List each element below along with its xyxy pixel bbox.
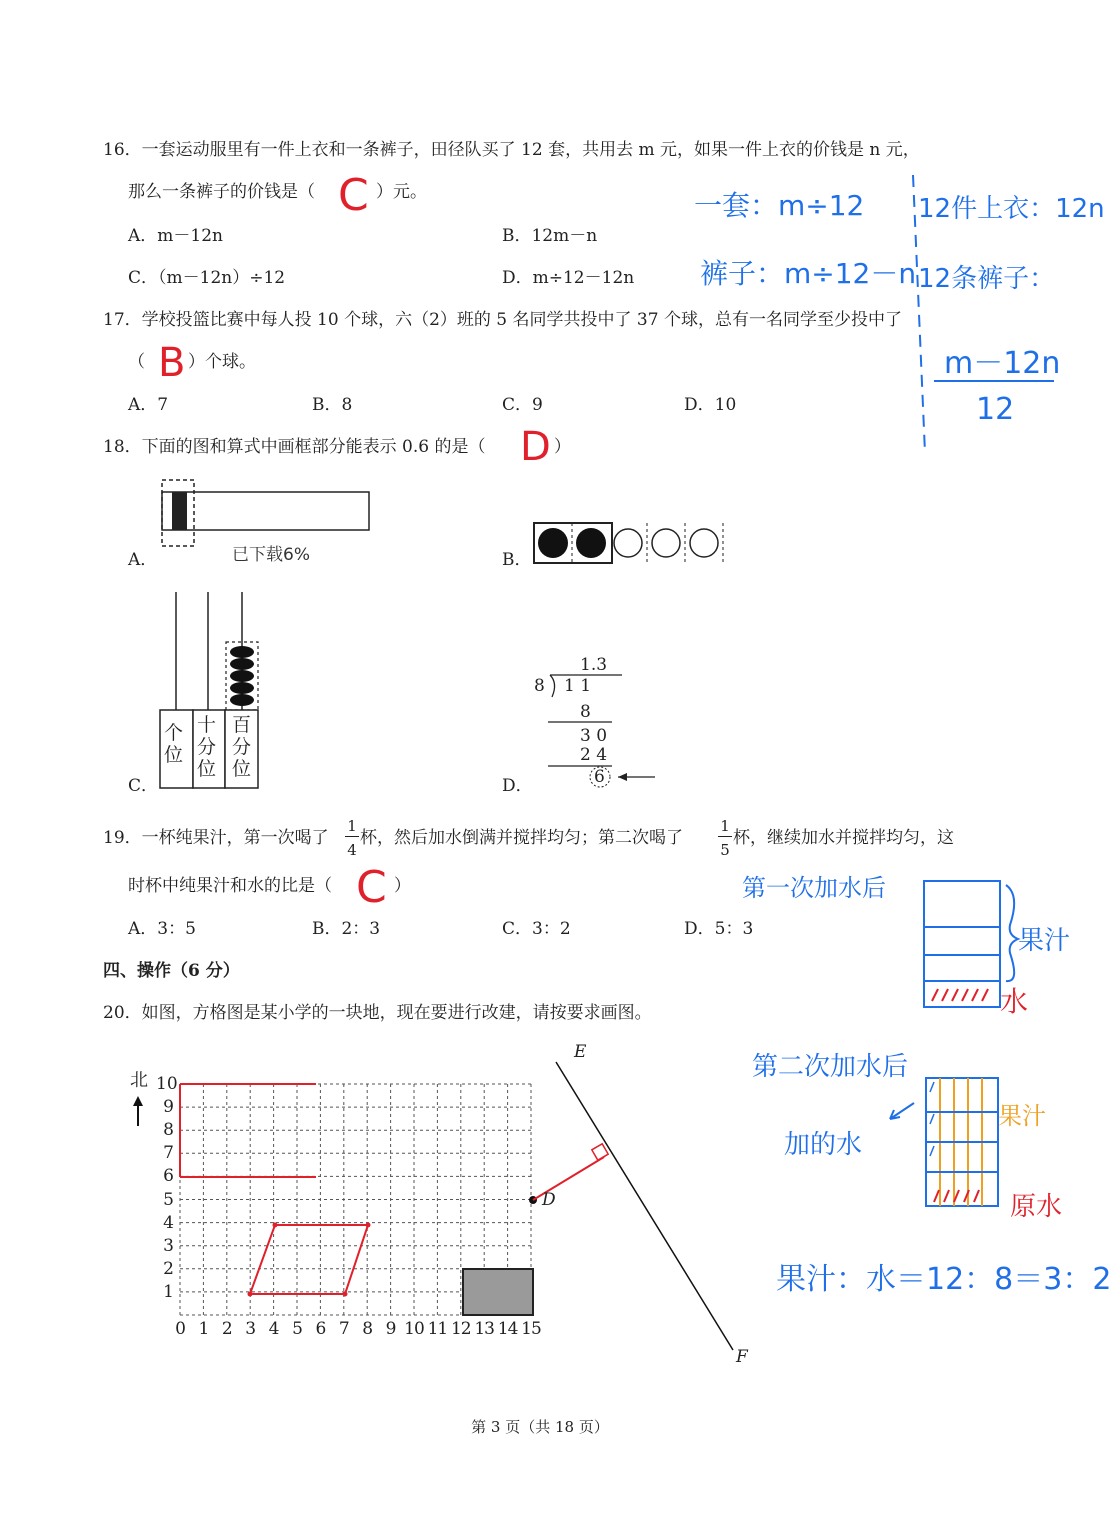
line-f-label: F xyxy=(736,1347,748,1367)
q19-option-a: A．3：5 xyxy=(128,919,196,939)
section-heading: 四、操作（6 分） xyxy=(103,961,240,981)
note-divider-dashed xyxy=(905,175,935,455)
q19-frac1-bar xyxy=(345,836,359,837)
note-12-pants: 12条裤子： xyxy=(918,264,1056,294)
line-e-label: E xyxy=(574,1042,587,1062)
y-tick-label: 1 xyxy=(163,1281,174,1302)
note-one-set: 一套：m÷12 xyxy=(694,189,865,222)
y-tick-label: 9 xyxy=(163,1097,174,1118)
note-second-water: 第二次加水后 xyxy=(752,1052,909,1082)
q18-answer: D xyxy=(520,424,551,470)
x-tick-label: 15 xyxy=(521,1319,541,1339)
note-ratio: 果汁：水＝12：8＝3：2 xyxy=(776,1262,1111,1297)
q18-line1-pre: 18．下面的图和算式中画框部分能表示 0.6 的是（ xyxy=(103,437,486,457)
note-pants-formula: 裤子：m÷12－n xyxy=(700,257,917,290)
division-dividend: 1 1 xyxy=(564,676,592,696)
x-tick-label: 3 xyxy=(245,1319,256,1339)
q18-option-a-label: A． xyxy=(128,550,158,570)
note-first-water: 第一次加水后 xyxy=(742,874,886,902)
division-step3: 2 4 xyxy=(580,745,608,765)
q18-option-b-circles xyxy=(532,520,732,570)
y-tick-label: 5 xyxy=(163,1189,174,1210)
note-orig-water: 原水 xyxy=(1010,1192,1063,1222)
x-tick-label: 2 xyxy=(221,1319,232,1339)
q18-line1-post: ） xyxy=(554,437,571,457)
x-tick-label: 12 xyxy=(450,1319,471,1339)
q17-option-d: D．10 xyxy=(684,395,737,415)
q18-option-d-label: D． xyxy=(502,776,533,796)
note-fraction-bar xyxy=(934,380,1054,382)
division-step2: 3 0 xyxy=(580,726,608,746)
x-tick-label: 9 xyxy=(385,1319,396,1339)
q17-line2-post: ）个球。 xyxy=(188,352,256,372)
q19-answer: C xyxy=(356,862,387,913)
x-tick-label: 1 xyxy=(198,1319,209,1339)
q16-answer: C xyxy=(338,170,369,221)
q17-answer: B xyxy=(158,340,186,386)
note-juice-2: 果汁 xyxy=(998,1102,1046,1130)
x-tick-label: 14 xyxy=(497,1319,518,1339)
y-tick-label: 7 xyxy=(163,1143,174,1164)
y-tick-label: 10 xyxy=(156,1074,178,1094)
q19-option-c: C．3：2 xyxy=(502,919,571,939)
north-label: 北 xyxy=(130,1070,148,1091)
q19-frac2-den: 5 xyxy=(720,841,730,859)
note-fraction-num: m－12n xyxy=(944,346,1061,381)
x-tick-label: 0 xyxy=(175,1319,185,1339)
q18-option-a-caption: 已下载6% xyxy=(232,545,310,565)
y-tick-label: 3 xyxy=(163,1235,174,1256)
x-tick-label: 8 xyxy=(362,1319,373,1339)
q17-line2-pre: （ xyxy=(128,352,145,372)
y-tick-label: 8 xyxy=(163,1120,174,1141)
y-tick-label: 2 xyxy=(163,1258,174,1279)
abacus-label-ones: 个位 xyxy=(164,722,184,766)
x-tick-label: 7 xyxy=(338,1319,349,1339)
page-footer: 第 3 页（共 18 页） xyxy=(471,1418,609,1436)
note-cup-2 xyxy=(920,1072,1010,1212)
q16-line2-post: ）元。 xyxy=(376,182,427,202)
q19-frac2-bar xyxy=(718,836,732,837)
q16-option-c: C．（m－12n）÷12 xyxy=(128,268,286,288)
q16-option-b: B．12m－n xyxy=(502,226,598,246)
q16-line1: 16．一套运动服里有一件上衣和一条裤子，田径队买了 12 套，共用去 m 元，如果一件上衣的价钱是 n 元， xyxy=(103,140,920,160)
q19-line2-post: ） xyxy=(394,876,411,896)
abacus-label-tenths: 十分位 xyxy=(197,714,217,780)
q16-option-a: A．m－12n xyxy=(128,226,223,246)
q17-line1: 17．学校投篮比赛中每人投 10 个球，六（2）班的 5 名同学共投中了 37 个球，总有一名同学至少投中了 xyxy=(103,310,902,330)
x-tick-label: 11 xyxy=(427,1319,448,1339)
q19-frac2-num: 1 xyxy=(720,817,730,835)
q19-frac1-num: 1 xyxy=(347,817,357,835)
q16-line2-pre: 那么一条裤子的价钱是（ xyxy=(128,182,315,202)
x-tick-label: 10 xyxy=(404,1319,424,1339)
q19-option-b: B．2：3 xyxy=(312,919,381,939)
q16-option-d: D．m÷12－12n xyxy=(502,268,635,288)
q19-option-d: D．5：3 xyxy=(684,919,754,939)
q19-frac1-den: 4 xyxy=(347,841,357,859)
division-quotient: 1.3 xyxy=(580,655,608,675)
q18-option-c-label: C． xyxy=(128,776,159,796)
q19-line1-pre: 19．一杯纯果汁，第一次喝了 xyxy=(103,828,329,848)
division-step1: 8 xyxy=(580,702,591,722)
q19-line2-pre: 时杯中纯果汁和水的比是（ xyxy=(128,876,332,896)
note-fraction-den: 12 xyxy=(976,392,1015,427)
x-tick-label: 6 xyxy=(315,1319,326,1339)
note-water-1: 水 xyxy=(1000,985,1029,1018)
q17-option-b: B．8 xyxy=(312,395,353,415)
division-remainder: 6 xyxy=(594,767,605,787)
note-added-water: 加的水 xyxy=(784,1130,863,1160)
note-juice-1: 果汁 xyxy=(1018,926,1071,956)
q17-option-a: A．7 xyxy=(128,395,169,415)
q18-option-b-label: B． xyxy=(502,550,532,570)
q19-line1-mid: 杯，然后加水倒满并搅拌均匀；第二次喝了 xyxy=(360,828,683,848)
q19-line1-post: 杯，继续加水并搅拌均匀，这 xyxy=(733,828,954,848)
division-divisor: 8 xyxy=(534,676,545,696)
point-d-label: D xyxy=(542,1190,556,1210)
y-tick-label: 4 xyxy=(163,1212,174,1233)
q20-line1: 20．如图，方格图是某小学的一块地，现在要进行改建，请按要求画图。 xyxy=(103,1003,652,1023)
x-tick-label: 13 xyxy=(474,1319,494,1339)
q17-option-c: C．9 xyxy=(502,395,543,415)
y-tick-label: 6 xyxy=(163,1166,174,1187)
x-tick-label: 5 xyxy=(292,1319,302,1339)
abacus-label-hundredths: 百分位 xyxy=(232,714,252,780)
x-tick-label: 4 xyxy=(268,1319,279,1339)
note-12-tops: 12件上衣：12n xyxy=(918,194,1105,224)
